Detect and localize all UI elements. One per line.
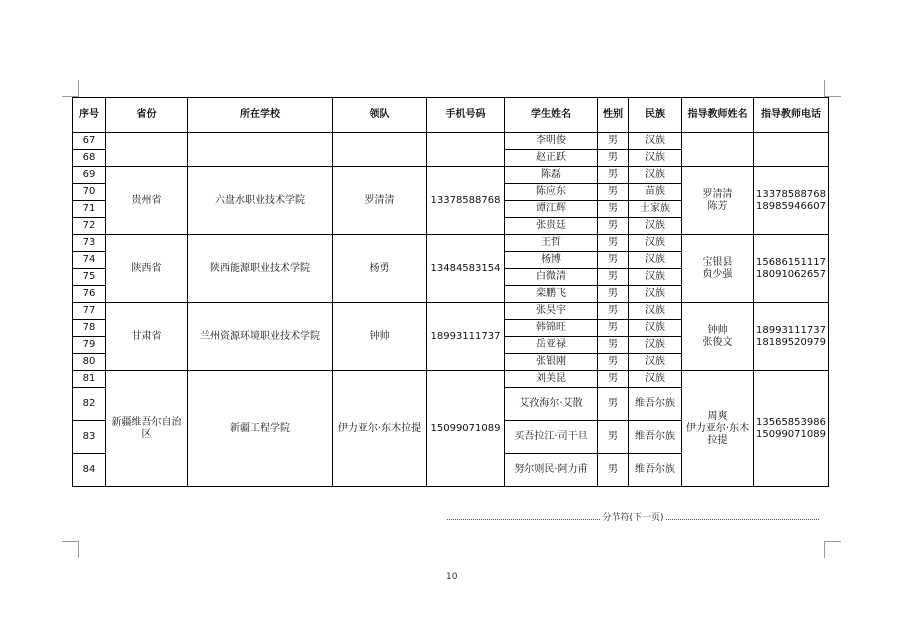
student-cell: 李明俊 [505,133,598,150]
seq-cell: 83 [73,421,106,454]
gender-cell: 男 [598,421,629,454]
header-school: 所在学校 [188,98,333,133]
blank-cell [188,133,333,167]
dotted-line [666,519,819,520]
table-row [73,235,829,252]
ethnicity-cell: 汉族 [629,133,682,150]
teacher-phone-cell [754,167,829,235]
table-row [73,167,829,184]
leader-cell: 钟帅 [333,303,427,371]
gender-cell: 男 [598,235,629,252]
student-cell: 买吾拉江·司干旦 [505,421,598,454]
student-cell: 栾鹏飞 [505,286,598,303]
blank-cell [682,133,754,167]
school-cell: 兰州资源环境职业技术学院 [188,303,333,371]
header-phone: 手机号码 [427,98,505,133]
phone-cell: 15099071089 [427,371,505,487]
school-cell: 六盘水职业技术学院 [188,167,333,235]
blank-cell [754,133,829,167]
student-cell: 杨博 [505,252,598,269]
dotted-line [447,519,600,520]
ethnicity-cell: 苗族 [629,184,682,201]
student-cell: 韩锦旺 [505,320,598,337]
gender-cell: 男 [598,133,629,150]
header-seq: 序号 [73,98,106,133]
header-province: 省份 [106,98,188,133]
teacher-name-2: 贠少强 [702,268,733,280]
teacher-phone-1: 13565853986 [756,416,826,428]
teacher-name-1: 钟帅 [707,324,728,336]
gender-cell: 男 [598,320,629,337]
gender-cell: 男 [598,354,629,371]
teacher-phone-1: 18993111737 [756,324,826,336]
province-cell: 甘肃省 [106,303,188,371]
teacher-cell [682,235,754,303]
leader-cell: 杨勇 [333,235,427,303]
student-roster-table [72,97,829,487]
seq-cell: 78 [73,320,106,337]
student-cell: 努尔则民·阿力甫 [505,454,598,487]
teacher-name-2: 伊力亚尔·东木拉提 [685,422,750,446]
crop-mark-top-left [62,80,79,97]
header-leader: 领队 [333,98,427,133]
student-cell: 谭江辉 [505,201,598,218]
gender-cell: 男 [598,388,629,421]
teacher-phone-cell [754,235,829,303]
section-break-marker [447,510,819,523]
table-row [73,303,829,320]
ethnicity-cell: 汉族 [629,337,682,354]
school-cell: 陕西能源职业技术学院 [188,235,333,303]
teacher-phone-cell [754,303,829,371]
header-teacher-phone: 指导教师电话 [754,98,829,133]
ethnicity-cell: 汉族 [629,371,682,388]
crop-mark-top-right [824,80,841,97]
student-cell: 白微清 [505,269,598,286]
teacher-phone-1: 13378588768 [756,188,826,200]
header-gender: 性别 [598,98,629,133]
province-cell: 新疆维吾尔自治区 [106,371,188,487]
seq-cell: 73 [73,235,106,252]
student-cell: 张昊宇 [505,303,598,320]
teacher-phone-2: 18091062657 [756,268,826,280]
teacher-phone-2: 18985946607 [756,200,826,212]
teacher-phone-2: 15099071089 [756,428,826,440]
ethnicity-cell: 汉族 [629,286,682,303]
phone-cell: 13378588768 [427,167,505,235]
seq-cell: 72 [73,218,106,235]
seq-cell: 74 [73,252,106,269]
header-ethnicity: 民族 [629,98,682,133]
table-row [73,371,829,388]
student-cell: 艾孜海尔·艾散 [505,388,598,421]
ethnicity-cell: 汉族 [629,167,682,184]
blank-cell [106,133,188,167]
ethnicity-cell: 维吾尔族 [629,454,682,487]
leader-cell: 罗清清 [333,167,427,235]
blank-cell [427,133,505,167]
teacher-name-2: 张俊文 [702,336,733,348]
table-header-row [73,98,829,133]
student-cell: 陈应东 [505,184,598,201]
header-teacher: 指导教师姓名 [682,98,754,133]
student-cell: 张贵廷 [505,218,598,235]
teacher-phone-1: 15686151117 [756,256,826,268]
seq-cell: 70 [73,184,106,201]
ethnicity-cell: 汉族 [629,303,682,320]
ethnicity-cell: 汉族 [629,252,682,269]
teacher-name-2: 陈芳 [707,200,728,212]
ethnicity-cell: 维吾尔族 [629,388,682,421]
phone-cell: 18993111737 [427,303,505,371]
seq-cell: 67 [73,133,106,150]
seq-cell: 79 [73,337,106,354]
gender-cell: 男 [598,150,629,167]
gender-cell: 男 [598,218,629,235]
seq-cell: 82 [73,388,106,421]
page-number: 10 [446,572,458,582]
teacher-phone-2: 18189520979 [756,336,826,348]
gender-cell: 男 [598,454,629,487]
teacher-cell [682,371,754,487]
seq-cell: 68 [73,150,106,167]
ethnicity-cell: 汉族 [629,269,682,286]
teacher-cell [682,167,754,235]
gender-cell: 男 [598,201,629,218]
teacher-cell [682,303,754,371]
gender-cell: 男 [598,252,629,269]
crop-mark-bottom-right [824,541,841,558]
seq-cell: 71 [73,201,106,218]
table-row [73,133,829,150]
student-cell: 赵正跃 [505,150,598,167]
student-cell: 陈磊 [505,167,598,184]
ethnicity-cell: 汉族 [629,218,682,235]
ethnicity-cell: 汉族 [629,354,682,371]
ethnicity-cell: 汉族 [629,150,682,167]
teacher-name-1: 罗清清 [702,188,733,200]
seq-cell: 76 [73,286,106,303]
gender-cell: 男 [598,286,629,303]
student-cell: 王哲 [505,235,598,252]
student-cell: 岳亚禄 [505,337,598,354]
ethnicity-cell: 土家族 [629,201,682,218]
ethnicity-cell: 汉族 [629,320,682,337]
phone-cell: 13484583154 [427,235,505,303]
gender-cell: 男 [598,303,629,320]
teacher-name-1: 宝银县 [702,256,733,268]
seq-cell: 81 [73,371,106,388]
crop-mark-bottom-left [62,541,79,558]
section-break-label: 分节符(下一页) [602,513,664,523]
seq-cell: 75 [73,269,106,286]
ethnicity-cell: 汉族 [629,235,682,252]
seq-cell: 80 [73,354,106,371]
gender-cell: 男 [598,269,629,286]
seq-cell: 69 [73,167,106,184]
gender-cell: 男 [598,167,629,184]
gender-cell: 男 [598,371,629,388]
seq-cell: 84 [73,454,106,487]
province-cell: 陕西省 [106,235,188,303]
teacher-name-1: 周爽 [707,410,728,422]
blank-cell [333,133,427,167]
school-cell: 新疆工程学院 [188,371,333,487]
header-student: 学生姓名 [505,98,598,133]
province-cell: 贵州省 [106,167,188,235]
seq-cell: 77 [73,303,106,320]
student-cell: 刘美昆 [505,371,598,388]
ethnicity-cell: 维吾尔族 [629,421,682,454]
student-cell: 张银刚 [505,354,598,371]
leader-cell: 伊力亚尔·东木拉提 [333,371,427,487]
teacher-phone-cell [754,371,829,487]
gender-cell: 男 [598,337,629,354]
gender-cell: 男 [598,184,629,201]
